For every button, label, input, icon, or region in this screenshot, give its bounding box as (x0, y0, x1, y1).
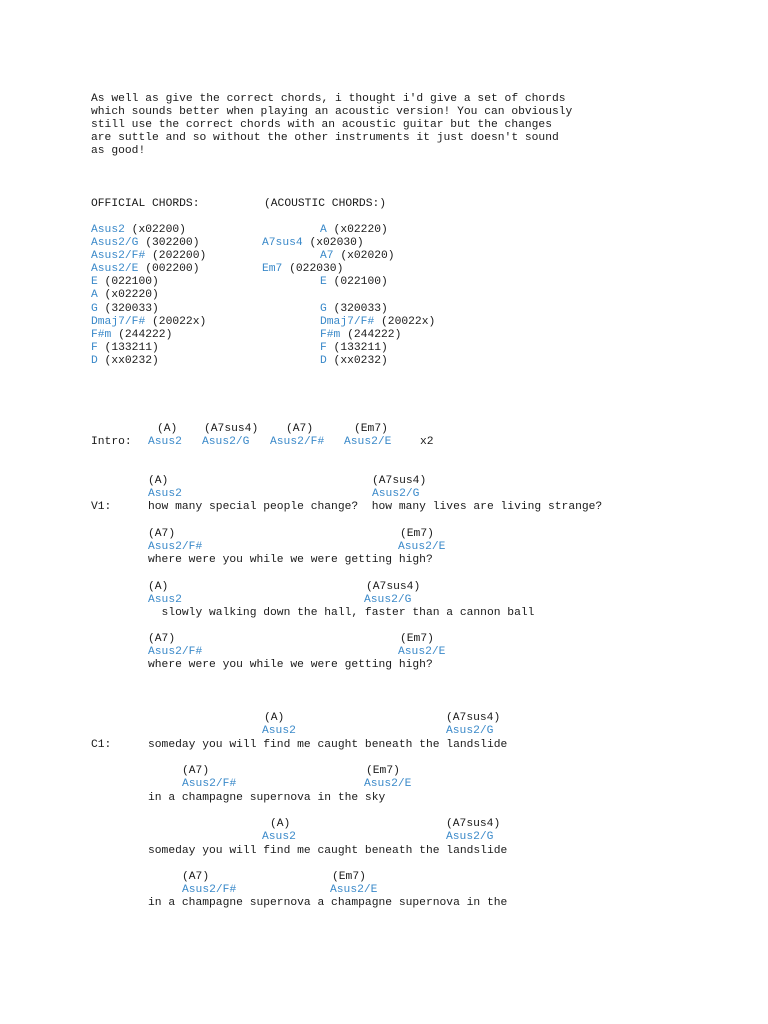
chorus-label: C1: (91, 739, 112, 751)
acoustic-chord: (A7) (182, 871, 210, 883)
acoustic-chord-entry (320, 250, 395, 263)
lyric-line: someday you will find me caught beneath the landslide (148, 739, 508, 751)
intro-acoustic-chord: (A) (157, 423, 178, 435)
chord: Asus2/F# (148, 541, 203, 553)
official-chord-entry (91, 355, 159, 368)
acoustic-chord: (A) (264, 712, 285, 724)
verse-label: V1: (91, 501, 112, 513)
chord-name: E (91, 276, 98, 288)
acoustic-chord: (A) (148, 475, 169, 487)
intro-text-line: as good! (91, 145, 146, 157)
intro-text-line: As well as give the correct chords, i thought i'd give a set of chords (91, 93, 566, 105)
chord: Asus2 (262, 831, 296, 843)
chord-fingering: (x02020) (333, 250, 395, 262)
chord-name: Dmaj7/F# (320, 316, 375, 328)
acoustic-chord: (A7sus4) (446, 712, 501, 724)
chord: Asus2 (148, 488, 182, 500)
intro-chord: Asus2/E (344, 436, 392, 448)
chord-name: Asus2/E (91, 263, 139, 275)
chord-fingering: (x02220) (97, 289, 159, 301)
acoustic-chord: (Em7) (366, 765, 400, 777)
chord-name: Dmaj7/F# (91, 316, 146, 328)
chord-name: D (91, 355, 98, 367)
official-chord-entry (91, 329, 172, 342)
intro-text-line: which sounds better when playing an acoustic version! You can obviously (91, 106, 573, 118)
chord-fingering: (20022x) (374, 316, 436, 328)
acoustic-chord: (A7) (182, 765, 210, 777)
chord-name: A (91, 289, 98, 301)
chord-name: F (320, 342, 327, 354)
chord: Asus2/F# (148, 646, 203, 658)
intro-acoustic-chord: (Em7) (354, 423, 388, 435)
lyric-line: where were you while we were getting high? (148, 554, 433, 566)
acoustic-chord: (A) (148, 581, 169, 593)
acoustic-chord-entry (320, 355, 388, 368)
official-chord-entry (91, 224, 186, 237)
chord-name: E (320, 276, 327, 288)
chord: Asus2 (148, 594, 182, 606)
chord-name: A7sus4 (262, 237, 303, 249)
lyric-line: in a champagne supernova a champagne supernova in the (148, 897, 508, 909)
acoustic-chord: (A7sus4) (446, 818, 501, 830)
lyric-line: where were you while we were getting high? (148, 659, 433, 671)
official-chord-entry (91, 303, 159, 316)
chord: Asus2/G (446, 725, 494, 737)
intro-acoustic-chord: (A7sus4) (204, 423, 259, 435)
chord: Asus2/E (398, 646, 446, 658)
chord-fingering: (20022x) (145, 316, 207, 328)
chord-name: A7 (320, 250, 334, 262)
chord-fingering: (302200) (138, 237, 200, 249)
lyric-line: slowly walking down the hall, faster than a cannon ball (148, 607, 535, 619)
intro-chord: Asus2/F# (270, 436, 325, 448)
intro-label: Intro: (91, 436, 132, 448)
chord-name: G (320, 303, 327, 315)
official-chord-entry (91, 316, 206, 329)
acoustic-chord-entry (320, 276, 388, 289)
chord-fingering: (x02220) (326, 224, 388, 236)
acoustic-chord: (A7sus4) (366, 581, 421, 593)
acoustic-chord-entry (320, 342, 388, 355)
chord-fingering: (xx0232) (326, 355, 388, 367)
chord-name: D (320, 355, 327, 367)
official-chord-entry (91, 342, 159, 355)
chord-name: F (91, 342, 98, 354)
intro-text-line: still use the correct chords with an acoustic guitar but the changes (91, 119, 552, 131)
chord-fingering: (xx0232) (97, 355, 159, 367)
lyric-line: in a champagne supernova in the sky (148, 792, 386, 804)
chord-fingering: (022100) (97, 276, 159, 288)
acoustic-chord: (Em7) (400, 633, 434, 645)
acoustic-chord: (A7) (148, 633, 176, 645)
chord-name: Em7 (262, 263, 283, 275)
chord-fingering: (x02200) (124, 224, 186, 236)
chord: Asus2/G (446, 831, 494, 843)
acoustic-chord: (Em7) (332, 871, 366, 883)
acoustic-chord: (Em7) (400, 528, 434, 540)
chord: Asus2/E (330, 884, 378, 896)
chord-name: Asus2/G (91, 237, 139, 249)
intro-text-line: are suttle and so without the other instruments it just doesn't sound (91, 132, 559, 144)
intro-chord: Asus2/G (202, 436, 250, 448)
lyric-line: how many special people change? how many lives are living strange? (148, 501, 603, 513)
chord: Asus2/G (372, 488, 420, 500)
chord-fingering: (133211) (97, 342, 159, 354)
chord-fingering: (244222) (111, 329, 173, 341)
acoustic-chord: (A) (270, 818, 291, 830)
chord-fingering: (002200) (138, 263, 200, 275)
acoustic-chords-header: (ACOUSTIC CHORDS:) (264, 198, 387, 210)
chord: Asus2/E (398, 541, 446, 553)
chord-name: F#m (320, 329, 341, 341)
acoustic-chord-entry (320, 329, 401, 342)
chord: Asus2/F# (182, 778, 237, 790)
acoustic-chord-entry (262, 237, 364, 250)
intro-repeat: x2 (420, 436, 434, 448)
chord-name: F#m (91, 329, 112, 341)
chord-fingering: (022100) (326, 276, 388, 288)
chord-name: Asus2/F# (91, 250, 146, 262)
acoustic-chord: (A7) (148, 528, 176, 540)
chord-name: G (91, 303, 98, 315)
chord: Asus2/E (364, 778, 412, 790)
acoustic-chord-entry (320, 316, 435, 329)
official-chord-entry (91, 237, 199, 250)
chord: Asus2/F# (182, 884, 237, 896)
intro-acoustic-chord: (A7) (286, 423, 314, 435)
acoustic-chord-entry (262, 263, 343, 276)
official-chord-entry (91, 289, 159, 302)
acoustic-chord: (A7sus4) (372, 475, 427, 487)
chord: Asus2/G (364, 594, 412, 606)
chord-fingering: (202200) (145, 250, 207, 262)
chord-fingering: (320033) (326, 303, 388, 315)
lyric-line: someday you will find me caught beneath the landslide (148, 845, 508, 857)
chord-fingering: (x02030) (302, 237, 364, 249)
intro-chord: Asus2 (148, 436, 182, 448)
chord: Asus2 (262, 725, 296, 737)
official-chord-entry (91, 276, 159, 289)
chord-fingering: (022030) (282, 263, 344, 275)
chord-fingering: (244222) (340, 329, 402, 341)
chord-fingering: (133211) (326, 342, 388, 354)
acoustic-chord-entry (320, 224, 388, 237)
chord-fingering: (320033) (97, 303, 159, 315)
chord-name: A (320, 224, 327, 236)
acoustic-chord-entry (320, 303, 388, 316)
official-chord-entry (91, 263, 199, 276)
official-chords-header: OFFICIAL CHORDS: (91, 198, 200, 210)
official-chord-entry (91, 250, 206, 263)
chord-name: Asus2 (91, 224, 125, 236)
